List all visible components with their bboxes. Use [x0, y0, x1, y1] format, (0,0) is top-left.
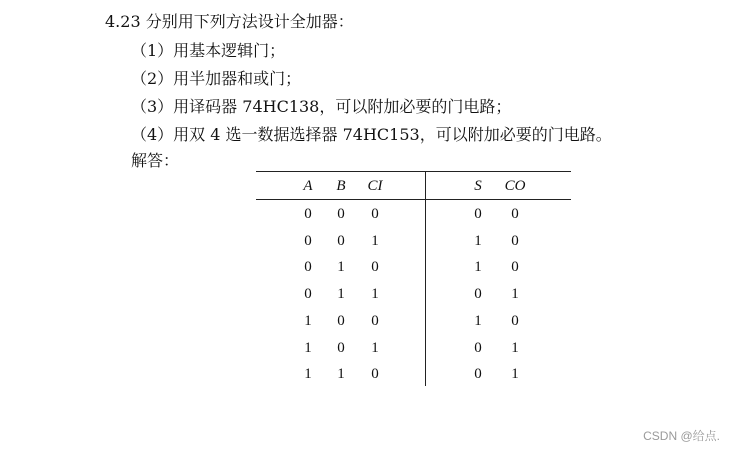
table-cell-b: 0	[337, 206, 345, 222]
table-header-s: S	[474, 178, 482, 194]
table-cell-a: 1	[304, 312, 312, 329]
table-cell-ci: 1	[371, 339, 379, 356]
table-cell-b: 1	[337, 366, 345, 383]
table-cell-b: 0	[337, 312, 345, 329]
table-cell-a: 1	[304, 366, 312, 383]
table-cell-s: 1	[474, 259, 482, 276]
table-cell-ci: 1	[371, 232, 379, 249]
table-cell-s: 1	[474, 232, 482, 249]
table-cell-ci: 0	[371, 206, 379, 222]
table-cell-co: 0	[511, 312, 519, 329]
table-cell-a: 0	[304, 259, 312, 276]
table-cell-ci: 0	[371, 366, 379, 383]
table-header-ci: CI	[367, 178, 383, 194]
method-item-1: （1）用基本逻辑门；	[131, 41, 286, 60]
table-cell-co: 1	[511, 339, 519, 356]
table-header-co: CO	[504, 178, 526, 194]
table-cell-b: 0	[337, 339, 345, 356]
method-item-3: （3）用译码器 74HC138，可以附加必要的门电路；	[131, 97, 512, 116]
table-header-b: B	[336, 178, 346, 194]
table-cell-b: 1	[337, 259, 345, 276]
table-header-a: A	[303, 178, 313, 194]
table-cell-co: 0	[511, 232, 519, 249]
table-cell-a: 1	[304, 339, 312, 356]
table-cell-a: 0	[304, 206, 312, 222]
table-header-rule	[256, 199, 571, 200]
answer-label: 解答：	[131, 151, 180, 170]
table-cell-co: 1	[511, 286, 519, 303]
table-cell-s: 0	[474, 206, 482, 222]
table-cell-co: 0	[511, 206, 519, 222]
table-top-rule	[256, 171, 571, 172]
watermark: CSDN @给点.	[643, 429, 720, 443]
table-cell-ci: 0	[371, 259, 379, 276]
table-cell-co: 0	[511, 259, 519, 276]
table-cell-ci: 1	[371, 286, 379, 303]
table-cell-co: 1	[511, 366, 519, 383]
table-cell-b: 1	[337, 286, 345, 303]
method-item-4: （4）用双 4 选一数据选择器 74HC153，可以附加必要的门电路。	[131, 125, 612, 144]
method-item-2: （2）用半加器和或门；	[131, 69, 302, 88]
problem-title: 4.23 分别用下列方法设计全加器：	[105, 12, 354, 31]
table-cell-s: 0	[474, 339, 482, 356]
table-cell-a: 0	[304, 286, 312, 303]
table-cell-s: 0	[474, 286, 482, 303]
table-cell-b: 0	[337, 232, 345, 249]
table-cell-s: 0	[474, 366, 482, 383]
table-column-divider	[425, 171, 426, 386]
table-cell-s: 1	[474, 312, 482, 329]
table-cell-a: 0	[304, 232, 312, 249]
table-cell-ci: 0	[371, 312, 379, 329]
